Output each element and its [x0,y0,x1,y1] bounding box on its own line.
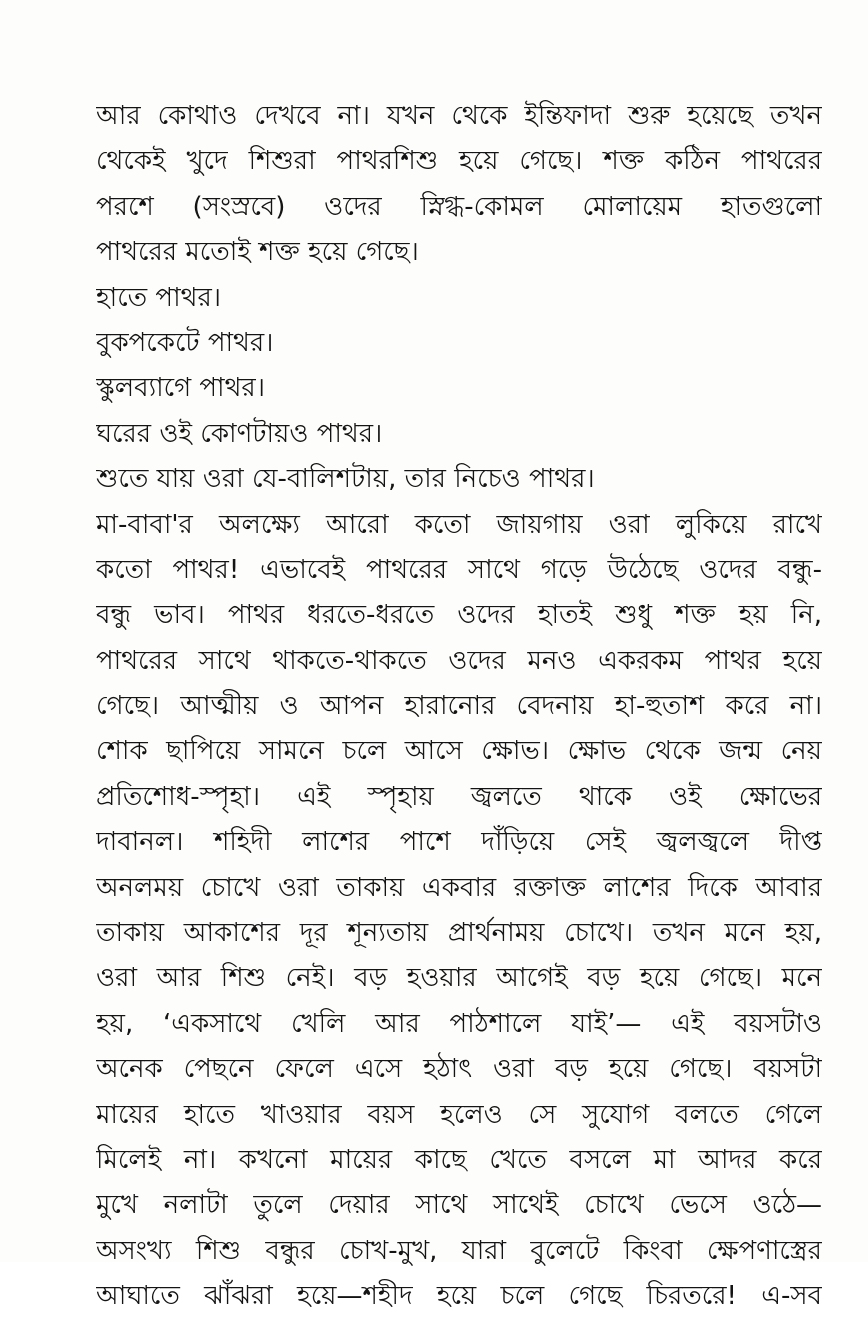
text-line: স্কুলব্যাগে পাথর। [96,373,266,404]
text-line: পাথরের সাথে থাকতে-থাকতে ওদের মনও একরকম পাথর হয়ে [96,645,822,676]
text-line: প্রতিশোধ-স্পৃহা। এই স্পৃহায় জ্বলতে থাকে ওই ক্ষোভের [96,781,822,812]
text-line: ঘরের ওই কোণটায়ও পাথর। [96,418,383,449]
text-line: পরশে (সংস্রবে) ওদের স্নিগ্ধ-কোমল মোলায়েম হাতগুলো [96,191,822,222]
text-line: আঘাতে ঝাঁঝরা হয়ে—শহীদ হয়ে চলে গেছে চিরতরে! এ-সব [96,1281,822,1312]
text-line: দাবানল। শহিদী লাশের পাশে দাঁড়িয়ে সেই জ্বলজ্বলে দীপ্ত [96,827,822,858]
text-line: তাকায় আকাশের দূর শূন্যতায় প্রার্থনাময় চোখে। তখন মনে হয়, [96,918,822,949]
text-line: শোক ছাপিয়ে সামনে চলে আসে ক্ষোভ। ক্ষোভ থেকে জন্ম নেয় [96,736,822,767]
text-line: মায়ের হাতে খাওয়ার বয়স হলেও সে সুযোগ বলতে গেলে [96,1099,822,1130]
text-line: গেছে। আত্মীয় ও আপন হারানোর বেদনায় হা-হুতাশ করে না। [96,691,822,722]
text-line: অনেক পেছনে ফেলে এসে হঠাৎ ওরা বড় হয়ে গেছে। বয়সটা [96,1054,822,1085]
text-line: মা-বাবা'র অলক্ষ্যে আরো কতো জায়গায় ওরা লুকিয়ে রাখে [96,509,822,540]
text-line: পাথরের মতোই শক্ত হয়ে গেছে। [96,237,419,268]
text-line: অসংখ্য শিশু বন্ধুর চোখ-মুখ, যারা বুলেটে কিংবা ক্ষেপণাস্ত্রের [96,1235,822,1266]
text-line: অনলময় চোখে ওরা তাকায় একবার রক্তাক্ত লাশের দিকে আবার [96,872,822,903]
text-line: মুখে নলাটা তুলে দেয়ার সাথে সাথেই চোখে ভেসে ওঠে— [96,1190,822,1221]
text-line: ওরা আর শিশু নেই। বড় হওয়ার আগেই বড় হয়ে গেছে। মনে [96,963,822,994]
text-line: বুকপকেটে পাথর। [96,327,274,358]
text-line: থেকেই খুদে শিশুরা পাথরশিশু হয়ে গেছে। শক্ত কঠিন পাথরের [96,146,822,177]
text-line: আর কোথাও দেখবে না। যখন থেকে ইন্তিফাদা শুরু হয়েছে তখন [96,101,822,131]
text-line: মিলেই না। কখনো মায়ের কাছে খেতে বসলে মা আদর করে [96,1144,822,1175]
text-line: হয়, ‘একসাথে খেলি আর পাঠশালে যাই’— এই বয়সটাও [96,1008,822,1039]
body-text [96,94,822,1320]
text-line: কতো পাথর! এভাবেই পাথরের সাথে গড়ে উঠেছে ওদের বন্ধু- [96,554,822,585]
text-line: হাতে পাথর। [96,282,222,313]
text-line: শুতে যায় ওরা যে-বালিশটায়, তার নিচেও পাথর। [96,464,595,495]
text-line: বন্ধু ভাব। পাথর ধরতে-ধরতে ওদের হাতই শুধু শক্ত হয় নি, [96,600,822,631]
